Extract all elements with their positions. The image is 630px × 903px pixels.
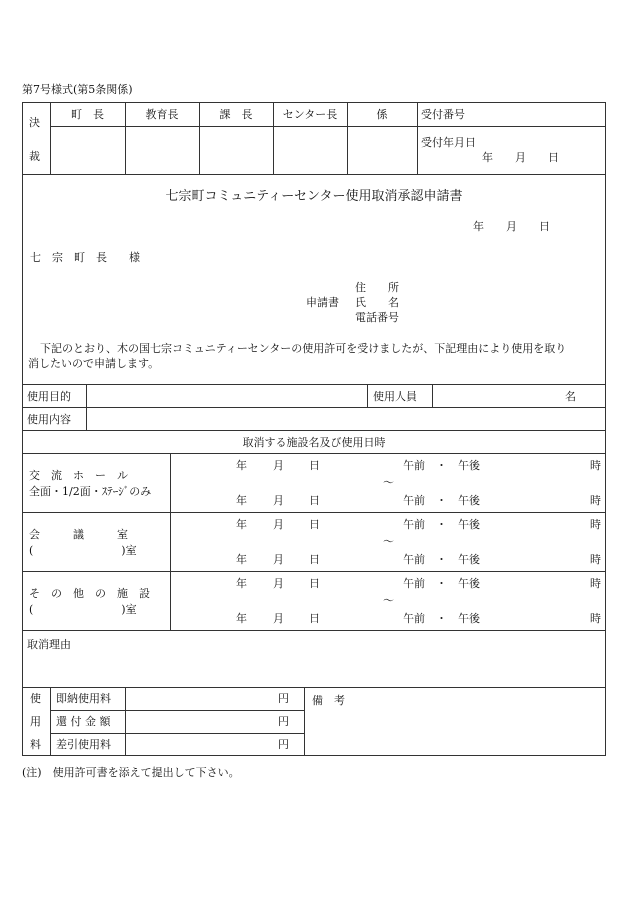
dt-month: 月 [273, 494, 284, 507]
facility-row-divider [22, 453, 606, 454]
people-value-line [432, 384, 433, 407]
dt-day: 日 [309, 494, 320, 507]
facility-name: そ の 他 の 施 設 [29, 587, 150, 600]
facility-row-divider [22, 571, 606, 572]
approval-header-divider [50, 126, 606, 127]
dt-hour: 時 [590, 553, 601, 566]
dt-hour: 時 [590, 494, 601, 507]
dt-month: 月 [273, 518, 284, 531]
facility-header: 取消する施設名及び使用日時 [242, 436, 386, 449]
content-row-top [22, 407, 606, 408]
dt-hour: 時 [590, 577, 601, 590]
table-border-top [22, 102, 606, 103]
approval-col-center: センター長 [282, 108, 338, 121]
fee-item-line [125, 687, 126, 755]
fee-label-char: 料 [30, 738, 41, 751]
people-unit: 名 [565, 390, 576, 403]
purpose-row-top [22, 384, 606, 385]
facility-sub: ( )室 [29, 603, 137, 616]
dt-year: 年 [236, 518, 247, 531]
approval-col-staff: 係 [376, 108, 388, 121]
facility-name: 会 議 室 [29, 528, 128, 541]
facility-row-divider [22, 512, 606, 513]
dt-day: 日 [309, 518, 320, 531]
dt-ampm: 午前 ・ 午後 [403, 494, 480, 507]
dt-tilde: ～ [383, 476, 394, 489]
purpose-label: 使用目的 [27, 390, 71, 403]
fee-unit: 円 [278, 692, 289, 705]
remarks-label: 備 考 [312, 694, 345, 707]
fee-unit: 円 [278, 738, 289, 751]
form-number: 第7号様式(第5条関係) [22, 83, 133, 96]
dt-day: 日 [309, 459, 320, 472]
addressee: 七 宗 町 長 様 [30, 251, 140, 264]
dt-hour: 時 [590, 459, 601, 472]
dt-year: 年 [236, 459, 247, 472]
facility-name-line [170, 453, 171, 630]
footnote: (注) 使用許可書を添えて提出して下さい。 [22, 766, 240, 779]
fee-row-divider [50, 710, 304, 711]
facility-sub: ( )室 [29, 544, 137, 557]
dt-ampm: 午前 ・ 午後 [403, 577, 480, 590]
fee-row-label: 即納使用料 [56, 692, 111, 705]
fee-row-label: 差引使用料 [56, 738, 111, 751]
applicant-name-label: 氏 名 [355, 296, 399, 309]
approval-col-mayor: 町 長 [71, 108, 104, 121]
people-label: 使用人員 [373, 390, 417, 403]
applicant-group-label: 申請書 [306, 296, 339, 309]
dt-ampm: 午前 ・ 午後 [403, 553, 480, 566]
dt-year: 年 [236, 553, 247, 566]
dt-month: 月 [273, 577, 284, 590]
fee-unit: 円 [278, 715, 289, 728]
approval-col-education: 教育長 [145, 108, 179, 121]
fee-row-divider [50, 733, 304, 734]
fee-row-label: 還 付 金 額 [56, 715, 111, 728]
receipt-date-label: 受付年月日 [421, 136, 476, 149]
fee-label-char: 使 [30, 692, 41, 705]
dt-year: 年 [236, 612, 247, 625]
body-text-line1: 下記のとおり、木の国七宗コミュニティーセンターの使用許可を受けましたが、下記理由により使用を取り [40, 342, 567, 355]
fee-label-char: 用 [30, 715, 41, 728]
approval-label-char: 裁 [29, 150, 40, 163]
content-label: 使用内容 [27, 413, 71, 426]
dt-hour: 時 [590, 612, 601, 625]
dt-year: 年 [236, 577, 247, 590]
dt-month: 月 [273, 612, 284, 625]
dt-ampm: 午前 ・ 午後 [403, 612, 480, 625]
dt-tilde: ～ [383, 535, 394, 548]
applicant-address-label: 住 所 [355, 281, 399, 294]
dt-ampm: 午前 ・ 午後 [403, 459, 480, 472]
dt-year: 年 [236, 494, 247, 507]
approval-col-section: 課 長 [219, 108, 253, 121]
facility-name: 交 流 ホ ー ル [29, 469, 128, 482]
facility-header-top [22, 430, 606, 431]
dt-tilde: ～ [383, 594, 394, 607]
purpose-label-line [86, 384, 87, 430]
dt-hour: 時 [590, 518, 601, 531]
dt-day: 日 [309, 577, 320, 590]
facility-sub: 全面・1/2面・ｽﾃｰｼﾞのみ [29, 485, 152, 498]
dt-month: 月 [273, 553, 284, 566]
body-text-line2: 消したいので申請します。 [28, 357, 160, 370]
dt-ampm: 午前 ・ 午後 [403, 518, 480, 531]
reason-label: 取消理由 [27, 638, 71, 651]
application-date: 年 月 日 [473, 220, 550, 233]
remarks-line [304, 687, 305, 755]
people-label-line [367, 384, 368, 407]
fee-label-line [50, 687, 51, 755]
approval-bottom-divider [22, 174, 606, 175]
dt-day: 日 [309, 612, 320, 625]
dt-month: 月 [273, 459, 284, 472]
applicant-phone-label: 電話番号 [355, 311, 399, 324]
receipt-number-label: 受付番号 [421, 108, 465, 121]
receipt-date-ymd: 年 月 日 [482, 151, 559, 164]
table-border-bottom [22, 755, 606, 756]
page-title: 七宗町コミュニティーセンター使用取消承認申請書 [165, 189, 463, 204]
approval-label-char: 決 [29, 116, 40, 129]
facility-row-divider [22, 630, 606, 631]
reason-row-bottom [22, 687, 606, 688]
dt-day: 日 [309, 553, 320, 566]
approval-col-line [417, 102, 418, 174]
